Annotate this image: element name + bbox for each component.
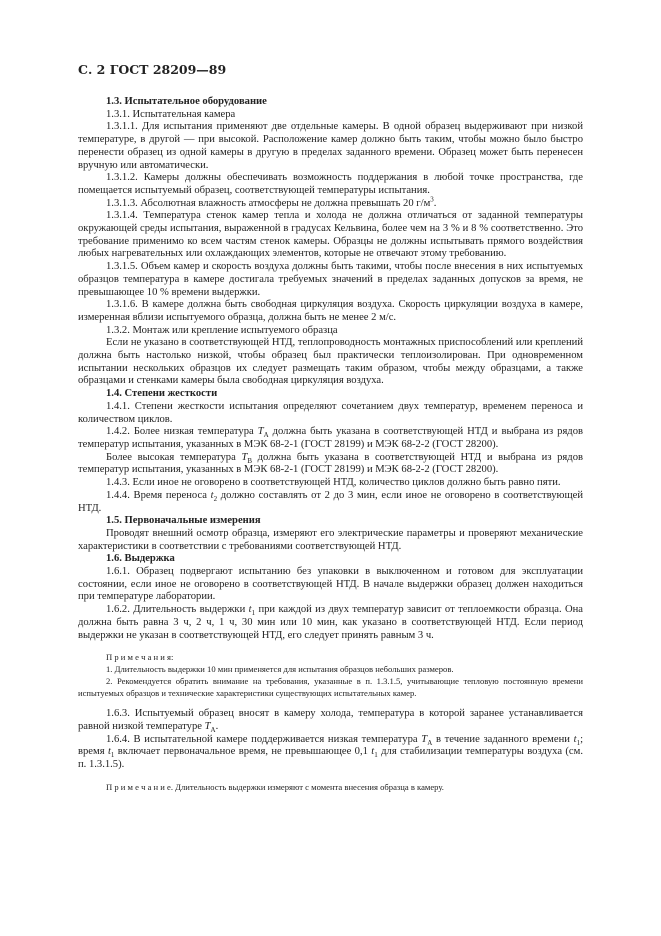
paragraph: 1.3.1.6. В камере должна быть свободная циркуляция воздуха. Скорость циркуляции воздуха в камере, измеренная вблизи испытуемого образца, должна быть не менее 2 м/с. (78, 299, 583, 323)
paragraph: 1.4.3. Если иное не оговорено в соответствующей НТД, количество циклов должно быть равно пяти. (106, 477, 561, 489)
page-header: С. 2 ГОСТ 28209—89 (78, 62, 227, 77)
paragraph: 1.6.3. Испытуемый образец вносят в камеру холода, температура в которой заранее устанавливается равной низкой температуре $T_A$. (78, 708, 583, 735)
note-item: 2. Рекомендуется обратить внимание на требования, указанные в п. 1.3.1.5, учитывающие тепловую постоянную времени испытуемых образцов и технические характеристики существующих испытательных камер. (78, 676, 583, 699)
document-body (78, 96, 583, 793)
paragraph: 1.3.1.4. Температура стенок камер тепла и холода не должна отличаться от заданной температуры окружающей среды испытания, выраженной в градусах Кельвина, более чем на 3 % и 8 % соответственно. Это требование применимо ко всем частям стенок камеры. Образцы не должны испытывать прямого воздействия любых нагревательных или охлаждающих элементов, которые не отвечают этому требованию. (78, 210, 583, 260)
paragraph: 1.3.1.3. Абсолютная влажность атмосферы не должна превышать 20 $г/м^3$. (106, 195, 437, 209)
paragraph: 1.3.1.1. Для испытания применяют две отдельные камеры. В одной образец выдерживают при низкой температуре, в другой — при высокой. Расположение камер должно быть таким, чтобы можно было быстро перенести образец из одной камеры в другую в пределах заданного времени. Образец может быть перенесен вручную или автоматически. (78, 121, 583, 171)
paragraph: 1.3.1.5. Объем камер и скорость воздуха должны быть такими, чтобы после внесения в них испытуемых образцов температура в камере достигала требуемых значений в пределах заданных допусков за время, не превышающее 10 % времени выдержки. (78, 261, 583, 298)
paragraph: 1.4.2. Более низкая температура $T_A$ должна быть указана в соответствующей НТД и выбрана из рядов температур испытания, указанных в МЭК 68-2-1 (ГОСТ 28199) и МЭК 68-2-2 (ГОСТ 28200). (78, 426, 583, 450)
final-note: П р и м е ч а н и е. Длительность выдержки измеряют с момента внесения образца в камеру. (106, 781, 444, 792)
section-heading: 1.4. Степени жесткости (106, 388, 218, 400)
paragraph: 1.3.1.2. Камеры должны обеспечивать возможность поддержания в любой точке пространства, где помещается испытуемый образец, соответствующей температуры испытания. (78, 172, 583, 196)
notes-title: П р и м е ч а н и я: (106, 652, 174, 663)
paragraph: 1.4.1. Степени жесткости испытания определяют сочетанием двух температур, временем переноса и количеством циклов. (78, 400, 583, 425)
paragraph: Более высокая температура $T_B$ должна быть указана в соответствующей НТД и выбрана из рядов температур испытания, указанных в МЭК 68-2-1 (ГОСТ 28199) и МЭК 68-2-2 (ГОСТ 28200). (78, 451, 583, 476)
subsection-title: 1.3.2. Монтаж или крепление испытуемого образца (106, 324, 338, 336)
subsection-title: 1.3.1. Испытательная камера (106, 108, 236, 120)
paragraph: Проводят внешний осмотр образца, измеряют его электрические параметры и проверяют механические характеристики в соответствии с требованиями соответствующей НТД. (78, 527, 583, 552)
paragraph: 1.6.4. В испытательной камере поддерживается низкая температура $T_A$ в течение заданного времени $t_1$; время $t_1$ включает первоначальное время, не превышающее 0,1 $t_1$ для стабилизации температуры воздуха (см. п. 1.3.1.5). (78, 733, 584, 771)
paragraph: Если не указано в соответствующей НТД, теплопроводность монтажных приспособлений или креплений должна быть настолько низкой, чтобы образец был практически теплоизолирован. При одновременном испытании нескольких образцов их следует размещать таким образом, чтобы между образцами, а также образцами и стенками камеры была свободная циркуляция воздуха. (78, 337, 583, 387)
paragraph: 1.6.2. Длительность выдержки $t_1$ при каждой из двух температур зависит от теплоемкости образца. Она должна быть равна 3 ч, 2 ч, 1 ч, 30 мин или 10 мин, как указано в соответствующей НТД. Если период выдержки не указан в соответствующей НТД, его следует принять равным 3 ч. (78, 604, 584, 641)
section-heading: 1.5. Первоначальные измерения (106, 515, 261, 527)
note-item: 1. Длительность выдержки 10 мин применяется для испытания образцов небольших размеров. (106, 664, 454, 675)
section-heading: 1.6. Выдержка (106, 553, 175, 565)
paragraph: 1.6.1. Образец подвергают испытанию без упаковки в выключенном и готовом для эксплуатации состоянии, если иное не оговорено в соответствующей НТД. В начале выдержки образец должен находиться при температуре лаборатории. (78, 566, 583, 603)
paragraph: 1.4.4. Время переноса $t_2$ должно составлять от 2 до 3 мин, если иное не оговорено в соответствующей НТД. (78, 489, 583, 514)
section-heading: 1.3. Испытательное оборудование (106, 96, 267, 107)
